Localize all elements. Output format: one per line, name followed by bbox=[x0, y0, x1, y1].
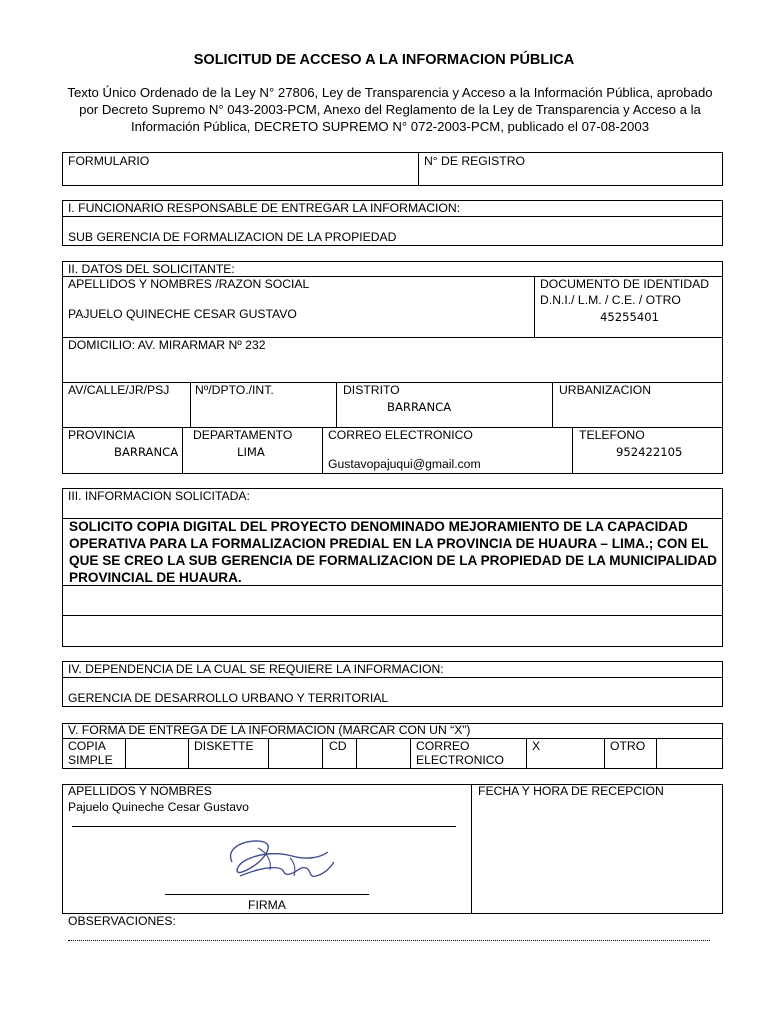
correo-value: Gustavopajuqui@gmail.com bbox=[328, 457, 481, 471]
correo-entrega-label-1: CORREO bbox=[416, 739, 470, 753]
copia-label-2: SIMPLE bbox=[68, 753, 113, 767]
documento-value: 45255401 bbox=[600, 310, 660, 324]
section-4-heading: IV. DEPENDENCIA DE LA CUAL SE REQUIERE LA INFORMACION: bbox=[68, 662, 444, 676]
correo-mark-x: X bbox=[532, 739, 541, 753]
section-1-heading: I. FUNCIONARIO RESPONSABLE DE ENTREGAR LA INFORMACION: bbox=[68, 201, 461, 215]
diskette-label: DISKETTE bbox=[194, 739, 254, 753]
section-2-heading: II. DATOS DEL SOLICITANTE: bbox=[68, 262, 235, 276]
observaciones-line bbox=[68, 940, 710, 941]
provincia-label: PROVINCIA bbox=[68, 428, 136, 442]
documento-label: DOCUMENTO DE IDENTIDAD bbox=[540, 277, 710, 291]
otro-label: OTRO bbox=[610, 739, 646, 753]
document-title: SOLICITUD DE ACCESO A LA INFORMACION PÚBLICA bbox=[193, 52, 575, 68]
documento-types: D.N.I./ L.M. / C.E. / OTRO bbox=[540, 293, 681, 307]
apellidos-firma-label: APELLIDOS Y NOMBRES bbox=[68, 784, 212, 798]
telefono-value: 952422105 bbox=[616, 445, 683, 459]
dpto-label: Nº/DPTO./INT. bbox=[195, 383, 274, 397]
departamento-value: LIMA bbox=[237, 445, 265, 459]
telefono-label: TELEFONO bbox=[579, 428, 645, 442]
apellidos-label: APELLIDOS Y NOMBRES /RAZON SOCIAL bbox=[68, 277, 310, 291]
section-5-heading: V. FORMA DE ENTREGA DE LA INFORMACION (MARCAR CON UN “X”) bbox=[68, 723, 471, 737]
distrito-value: BARRANCA bbox=[387, 400, 452, 414]
correo-label: CORREO ELECTRONICO bbox=[328, 428, 473, 442]
request-text: SOLICITO COPIA DIGITAL DEL PROYECTO DENOMINADO MEJORAMIENTO DE LA CAPACIDAD OPERATIVA PARA LA FORMALIZACION PREDIAL EN LA PROVINCIA DE HUAURA – LIMA.; CON EL QUE SE CREO LA SUB GERENCIA DE FORMALIZACION DE LA PROPIEDAD DE LA MUNICIPALIDAD PROVINCIAL DE HUAURA. bbox=[69, 519, 717, 585]
provincia-value: BARRANCA bbox=[114, 445, 179, 459]
apellidos-value: PAJUELO QUINECHE CESAR GUSTAVO bbox=[68, 307, 297, 321]
fecha-recepcion-label: FECHA Y HORA DE RECEPCION bbox=[478, 784, 664, 798]
formulario-label: FORMULARIO bbox=[68, 154, 150, 168]
departamento-label: DEPARTAMENTO bbox=[193, 428, 293, 442]
cd-label: CD bbox=[329, 739, 347, 753]
urbanizacion-label: URBANIZACION bbox=[559, 383, 652, 397]
observaciones-label: OBSERVACIONES: bbox=[68, 914, 176, 928]
section-3-heading: III. INFORMACION SOLICITADA: bbox=[68, 489, 250, 503]
signature-image bbox=[220, 832, 340, 888]
firma-label: FIRMA bbox=[248, 898, 286, 912]
apellidos-firma-value: Pajuelo Quineche Cesar Gustavo bbox=[68, 800, 249, 814]
legal-reference-text: Texto Único Ordenado de la Ley N° 27806, Ley de Transparencia y Acceso a la Información Pública, aprobado por Decreto Supremo N° 043-2003-PCM, Anexo del Reglamento de la Ley de Transparencia y Acceso a la Información Pública, DECRETO SUPREMO N° 072-2003-PCM, publicado el 07-08-2003 bbox=[67, 85, 713, 134]
copia-label-1: COPIA bbox=[68, 739, 106, 753]
distrito-label: DISTRITO bbox=[343, 383, 400, 397]
formulario-row bbox=[62, 152, 723, 186]
correo-entrega-label-2: ELECTRONICO bbox=[416, 753, 505, 767]
funcionario-value: SUB GERENCIA DE FORMALIZACION DE LA PROPIEDAD bbox=[68, 230, 397, 244]
domicilio-text: DOMICILIO: AV. MIRARMAR Nº 232 bbox=[68, 338, 266, 352]
dependencia-value: GERENCIA DE DESARROLLO URBANO Y TERRITORIAL bbox=[68, 691, 389, 705]
registro-label: N° DE REGISTRO bbox=[424, 154, 526, 168]
av-calle-label: AV/CALLE/JR/PSJ bbox=[68, 383, 170, 397]
